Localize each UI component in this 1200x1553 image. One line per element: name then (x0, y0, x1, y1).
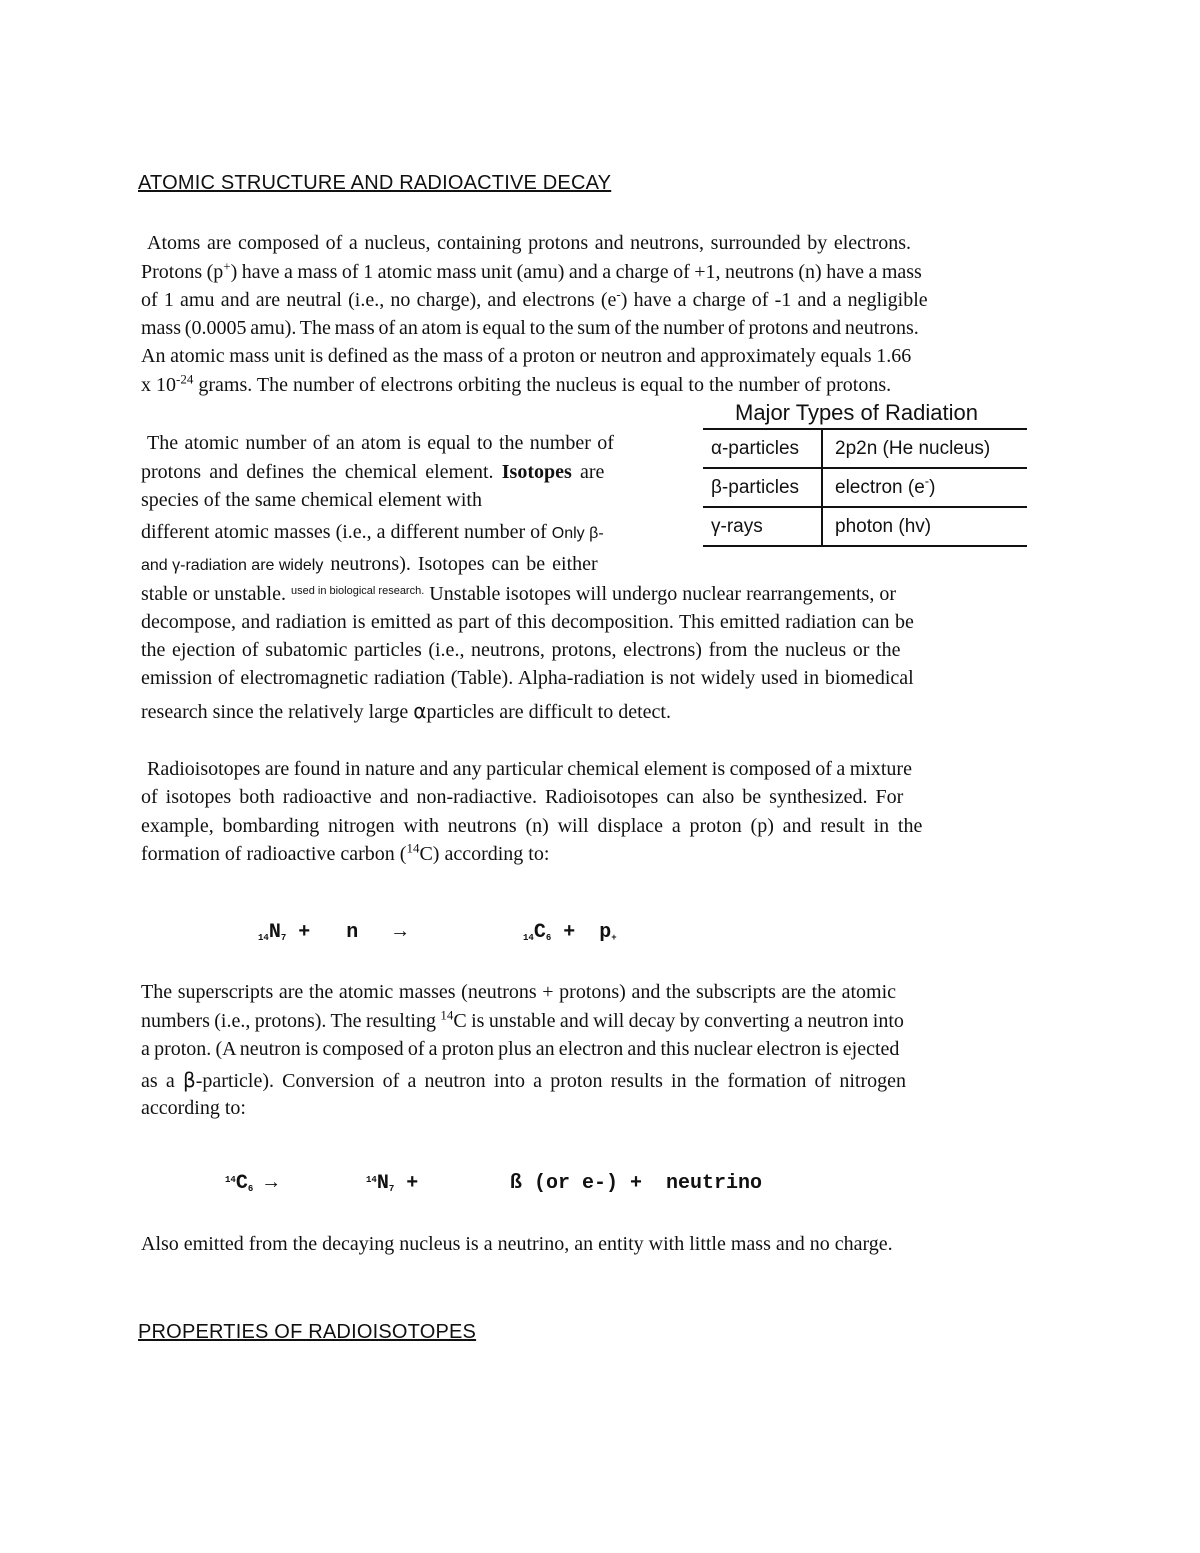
superscript: -24 (176, 371, 194, 387)
atomic-number: 6 (545, 933, 552, 943)
isotopes-term: Isotopes (501, 461, 572, 483)
text-segment: are (571, 461, 605, 483)
mass-number: 14 (258, 933, 269, 943)
section-heading-atomic-structure: ATOMIC STRUCTURE AND RADIOACTIVE DECAY (138, 172, 612, 194)
element-symbol: N (268, 921, 281, 944)
text-line: species of the same chemical element with (141, 489, 482, 511)
mass-number: 14 (523, 933, 534, 943)
text-segment: stable or unstable. (141, 583, 291, 605)
text-segment: of 1 amu and are neutral (i.e., no charge), and electrons (e (141, 289, 617, 311)
text-segment: ) have a mass of 1 atomic mass unit (amu) and a charge of +1, neutrons (n) have a mass (230, 261, 922, 283)
text-segment: C is unstable and will decay by converting a neutron into (453, 1010, 904, 1032)
mass-number: 14 (366, 1175, 377, 1185)
table-cell-desc (822, 468, 1027, 507)
text-line-neutrino: Also emitted from the decaying nucleus is a neutrino, an entity with little mass and no charge. (141, 1233, 893, 1255)
text-line: of isotopes both radioactive and non-radiactive. Radioisotopes can also be synthesized. For (141, 786, 904, 808)
superscript: - (924, 473, 930, 489)
text-line: according to: (141, 1097, 246, 1119)
table-cell-type: α-particles (703, 429, 822, 468)
text-line (141, 521, 604, 544)
text-line: emission of electromagnetic radiation (Table). Alpha-radiation is not widely used in biomedical (141, 667, 914, 689)
text-segment: Unstable isotopes will undergo nuclear rearrangements, or (424, 583, 896, 605)
text-line: The atomic number of an atom is equal to the number of (147, 432, 614, 454)
table-cell-desc: 2p2n (He nucleus) (822, 429, 1027, 468)
alpha-symbol: α (413, 699, 427, 723)
text-line: The superscripts are the atomic masses (neutrons + protons) and the subscripts are the atomic (141, 981, 897, 1003)
element-symbol: C (533, 921, 546, 944)
mass-number: 14 (225, 1175, 236, 1185)
text-segment: Only β- (551, 525, 604, 542)
text-segment: x 10 (141, 374, 176, 396)
text-line (141, 1007, 904, 1033)
text-line (141, 258, 922, 284)
text-segment: electron (e (835, 476, 925, 498)
text-line: the ejection of subatomic particles (i.e., neutrons, protons, electrons) from the nucleus or the (141, 639, 901, 661)
equation-product (523, 921, 617, 944)
atomic-number: 7 (280, 933, 287, 943)
text-segment: formation of radioactive carbon ( (141, 843, 407, 865)
text-line: a proton. (A neutron is composed of a proton plus an electron and this nuclear electron is ejected (141, 1038, 900, 1060)
text-segment: -particle). Conversion of a neutron into a proton results in the formation of nitrogen (195, 1070, 907, 1092)
text-segment: and γ-radiation are widely (141, 557, 324, 574)
text-line: mass (0.0005 amu). The mass of an atom is equal to the sum of the number of protons and neutrons. (141, 317, 919, 339)
atomic-number: 6 (247, 1184, 254, 1194)
beta-symbol: β (182, 1068, 196, 1092)
equation-carbon-decay (225, 1172, 277, 1195)
equation-segment: + n → (286, 921, 407, 944)
text-line (141, 1068, 906, 1093)
text-segment: Protons (p (141, 261, 224, 283)
superscript: - (616, 286, 621, 302)
element-symbol: N (376, 1172, 389, 1195)
text-segment: grams. The number of electrons orbiting the nucleus is equal to the number of protons. (193, 374, 892, 396)
table-row (703, 507, 1027, 546)
text-segment: neutrons). Isotopes can be either (323, 553, 598, 575)
equation-segment: + p (551, 921, 612, 944)
equation-nitrogen-product (366, 1172, 418, 1195)
radiation-types-table (703, 428, 1027, 547)
text-segment: as a (141, 1070, 183, 1092)
superscript: + (223, 258, 231, 274)
text-line: An atomic mass unit is defined as the mass of a proton or neutron and approximately equals 1.66 (141, 345, 912, 367)
text-segment: protons and defines the chemical element. (141, 461, 502, 483)
element-symbol: C (235, 1172, 248, 1195)
equation-segment: + (394, 1172, 419, 1195)
text-line (141, 371, 892, 397)
table-cell-type: β-particles (703, 468, 822, 507)
text-line: decompose, and radiation is emitted as part of this decomposition. This emitted radiation can be (141, 611, 914, 633)
table-cell-type: γ-rays (703, 507, 822, 546)
text-segment: research since the relatively large (141, 701, 414, 723)
text-segment: ) have a charge of -1 and a negligible (620, 289, 928, 311)
table-row (703, 468, 1027, 507)
text-line (141, 286, 928, 312)
text-segment: different atomic masses (i.e., a different number of (141, 521, 552, 543)
text-line: Atoms are composed of a nucleus, containing protons and neutrons, surrounded by electrons. (147, 232, 912, 254)
text-line: example, bombarding nitrogen with neutrons (n) will displace a proton (p) and result in the (141, 815, 923, 837)
section-heading-properties: PROPERTIES OF RADIOISOTOPES (138, 1321, 477, 1343)
table-row (703, 429, 1027, 468)
equation-beta-neutrino: ß (or e-) + neutrino (510, 1172, 763, 1195)
text-line (141, 583, 896, 606)
superscript: 14 (440, 1007, 454, 1023)
text-line (141, 461, 604, 484)
charge: + (611, 933, 617, 943)
text-segment: ) (929, 476, 936, 498)
atomic-number: 7 (388, 1184, 395, 1194)
text-line (141, 699, 671, 724)
text-segment: used in biological research. (290, 585, 425, 597)
table-cell-desc: photon (hv) (822, 507, 1027, 546)
superscript: 14 (406, 840, 420, 856)
text-segment: numbers (i.e., protons). The resulting (141, 1010, 441, 1032)
text-segment: C) according to: (419, 843, 550, 865)
equation-nitrogen-to-carbon (258, 921, 406, 944)
table-title: Major Types of Radiation (735, 400, 978, 425)
reaction-arrow: → (253, 1172, 278, 1195)
text-line (141, 840, 550, 866)
text-segment: particles are difficult to detect. (426, 701, 671, 723)
text-line (141, 553, 598, 576)
text-line: Radioisotopes are found in nature and any particular chemical element is composed of a mixture (147, 758, 912, 780)
